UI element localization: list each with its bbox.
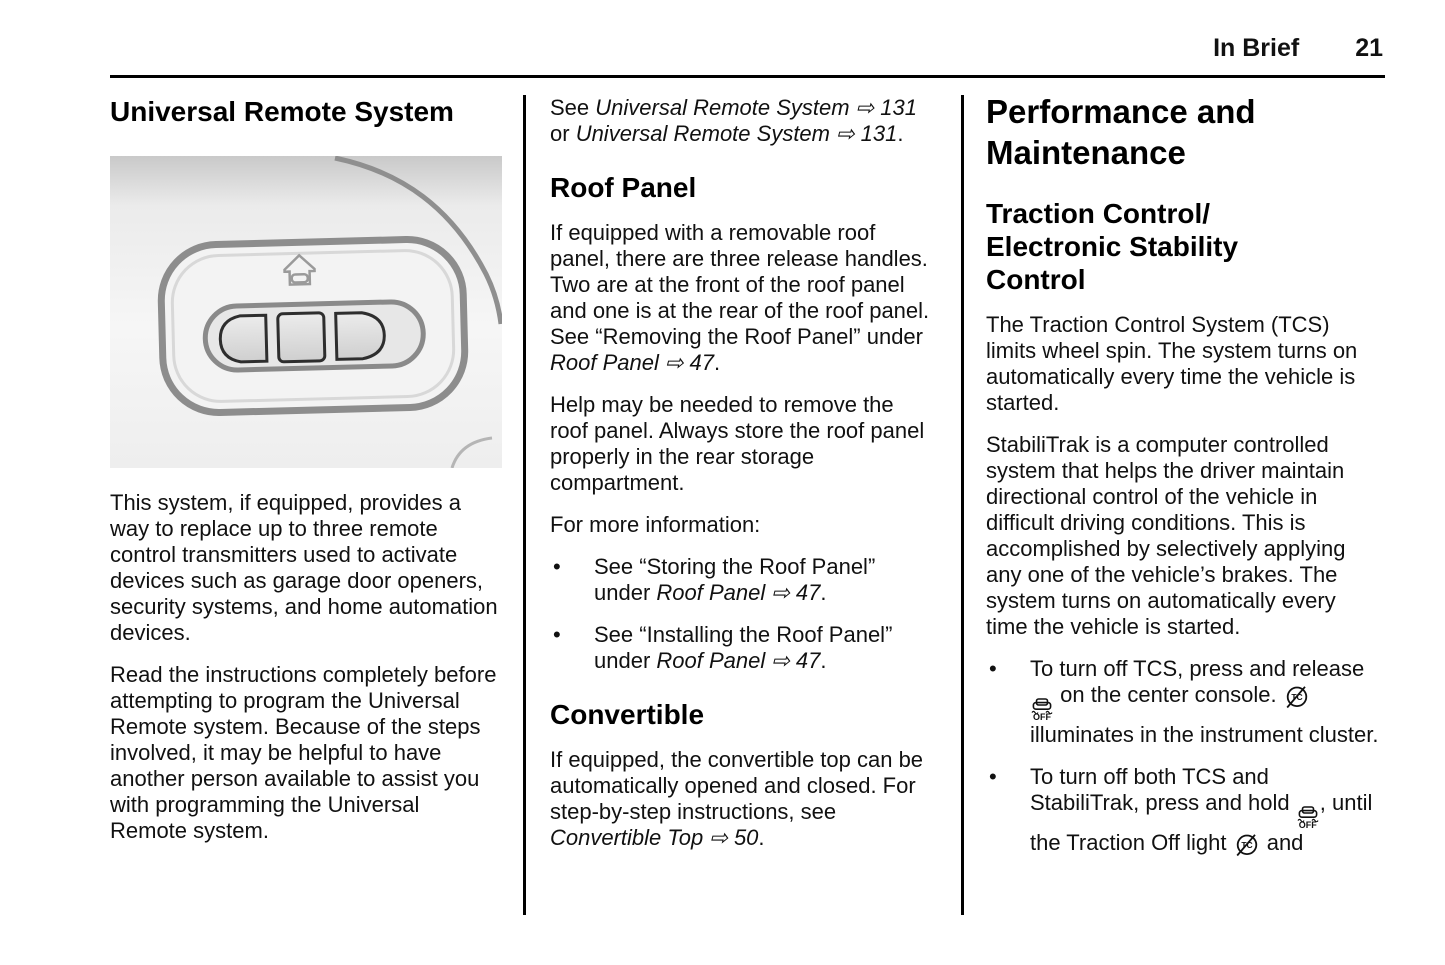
traction-bullet-list (986, 656, 1381, 858)
traction-off-light-icon (1284, 684, 1310, 710)
list-item-text: See “Storing the Roof Panel” under Roof Panel ⇨ 47. (594, 554, 876, 605)
paragraph: If equipped, the convertible top can be automatically opened and closed. For step-by-step instructions, see Convertible Top ⇨ 50. (550, 747, 924, 850)
paragraph: The Traction Control System (TCS) limits wheel spin. The system turns on automatically every time the vehicle is started. (986, 312, 1358, 415)
column-divider (961, 95, 964, 915)
list-item (550, 622, 930, 674)
list-item (550, 554, 930, 606)
tcs-off-button-icon: OFF (1297, 806, 1319, 830)
page-header (110, 14, 1385, 75)
paragraph: If equipped with a removable roof panel, there are three release handles. Two are at the front of the roof panel and one is at the rear of the roof panel. See “Removing the Roof Panel” under Roof Panel ⇨ 47. (550, 220, 930, 375)
roof-panel-bullet-list (550, 554, 930, 674)
paragraph: This system, if equipped, provides a way to replace up to three remote control transmitters used to activate devices such as garage door openers, security systems, and home automation devices. (110, 490, 498, 645)
bullet-icon (550, 554, 594, 606)
remote-button-1 (220, 315, 267, 362)
remote-button-2 (278, 313, 325, 362)
column-universal-remote (110, 95, 502, 860)
traction-off-light-icon (1234, 832, 1260, 858)
remote-panel-drawing (110, 156, 502, 468)
paragraph: Read the instructions completely before attempting to program the Universal Remote system. Because of the steps involved, it may be helpful to have another person available to assist you with programming the Universal Remote system. (110, 662, 497, 843)
list-item-text: To turn off both TCS and StabiliTrak, press and hold OFF , until the Traction Off light TC and (1030, 764, 1381, 858)
column-roof-panel (550, 95, 930, 867)
list-item (986, 656, 1381, 748)
header-page-number: 21 (1355, 34, 1383, 62)
bullet-icon (986, 656, 1030, 748)
column-divider (523, 95, 526, 915)
page-columns (110, 95, 1385, 915)
paragraph: Help may be needed to remove the roof panel. Always store the roof panel properly in the rear storage compartment. (550, 392, 925, 495)
heading-performance-maintenance: Performance and Maintenance (986, 93, 1256, 171)
heading-convertible: Convertible (550, 699, 705, 730)
column-performance-maintenance (986, 95, 1381, 874)
heading-universal-remote-system: Universal Remote System (110, 96, 454, 127)
svg-text:TC: TC (1291, 691, 1303, 702)
svg-text:TC: TC (1240, 839, 1253, 850)
paragraph: For more information: (550, 512, 761, 537)
bullet-icon (550, 622, 594, 674)
remote-button-3 (336, 312, 385, 359)
paragraph: StabiliTrak is a computer controlled system that helps the driver maintain directional control of the vehicle in difficult driving conditions. This is accomplished by selectively applying any one of the vehicle’s brakes. The system turns on automatically every time the vehicle is started. (986, 432, 1346, 639)
list-item (986, 764, 1381, 858)
list-item-text: See “Installing the Roof Panel” under Roof Panel ⇨ 47. (594, 622, 893, 673)
universal-remote-illustration (110, 156, 502, 468)
header-rule (110, 75, 1385, 78)
heading-roof-panel: Roof Panel (550, 172, 697, 203)
heading-traction-control: Traction Control/ Electronic Stability Control (986, 198, 1239, 295)
tcs-off-button-icon: OFF (1031, 698, 1053, 722)
list-item-text: To turn off TCS, press and release OFF on the center console. TC illuminates in the instrument cluster. (1030, 656, 1379, 747)
bullet-icon (986, 764, 1030, 858)
cross-reference-paragraph: See Universal Remote System ⇨ 131 or Universal Remote System ⇨ 131. (550, 95, 917, 146)
header-section-title: In Brief (1213, 34, 1300, 62)
